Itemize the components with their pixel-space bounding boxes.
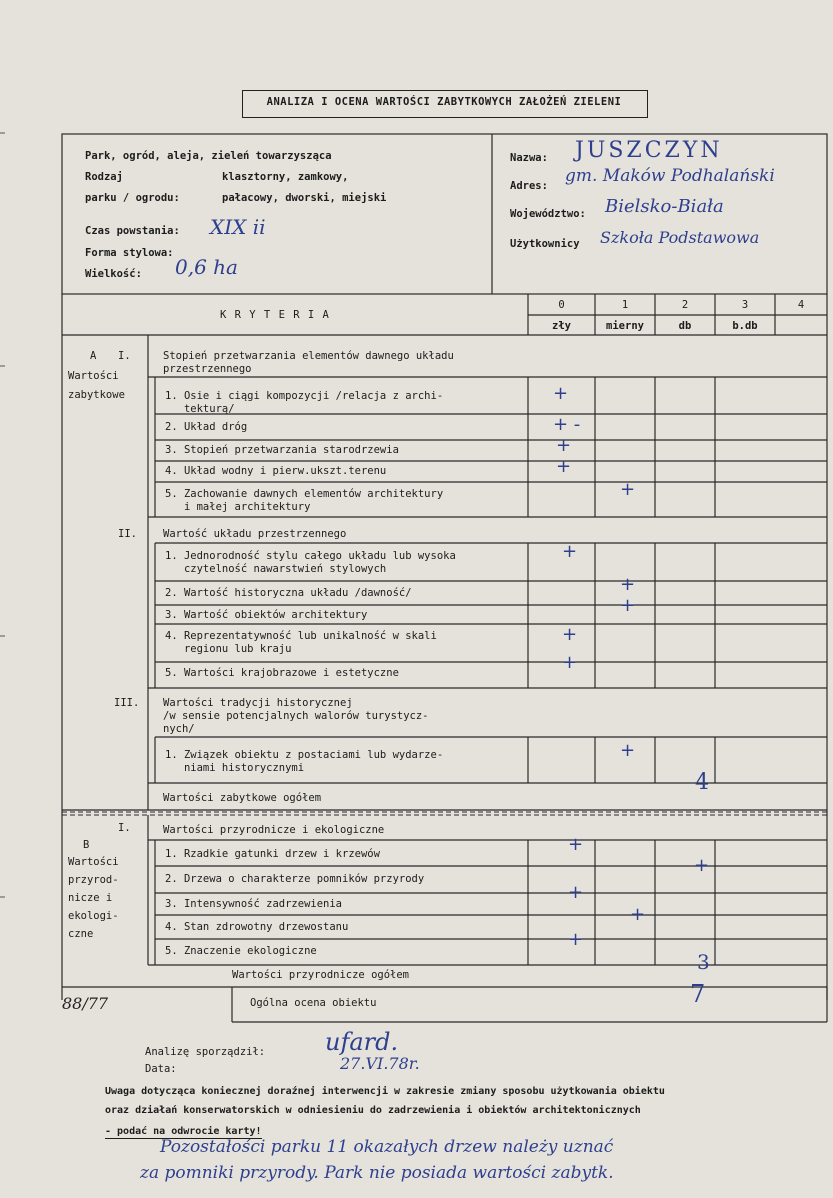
row-d2: 2. Drzewa o charakterze pomników przyrody (165, 873, 425, 885)
mark-d4: + (630, 904, 646, 925)
mark-b3: + (620, 595, 636, 616)
mark-b1: + (562, 541, 578, 562)
row-c1: 1. Związek obiektu z postaciami lub wydarze- niami historycznymi (165, 749, 444, 774)
col-1-num: 1 (621, 299, 629, 311)
section-b-letter: B (83, 839, 90, 851)
rodzaj-options-2: pałacowy, dworski, miejski (222, 192, 387, 204)
row-a1: 1. Osie i ciągi kompozycji /relacja z archi- tekturą/ (165, 390, 444, 415)
row-b2: 2. Wartość historyczna układu /dawność/ (165, 587, 412, 599)
note-line-1: Pozostałości parku 11 okazałych drzew należy uznać (160, 1137, 614, 1157)
row-d3: 3. Intensywność zadrzewienia (165, 898, 343, 910)
mark-a5: + (620, 479, 636, 500)
col-3-num: 3 (741, 299, 749, 311)
section-a-total-label: Wartości zabytkowe ogółem (163, 792, 322, 804)
signature: ufard. (325, 1028, 399, 1056)
analize-label: Analizę sporządził: (145, 1046, 266, 1058)
group-2-title: Wartość układu przestrzennego (163, 528, 347, 540)
group-3-title: Wartości tradycji historycznej /w sensie potencjalnych walorów turystycz- nych/ (163, 697, 429, 735)
mark-d5: + (568, 929, 584, 950)
row-d4: 4. Stan zdrowotny drzewostanu (165, 921, 349, 933)
section-b-total-label: Wartości przyrodnicze ogółem (232, 969, 410, 981)
col-0-label: zły (552, 320, 571, 332)
section-b-title: Wartości przyrodnicze i ekologiczne (163, 824, 385, 836)
group-1-title: Stopień przetwarzania elementów dawnego układu przestrzennego (163, 350, 454, 375)
row-a4: 4. Układ wodny i pierw.ukszt.terenu (165, 465, 387, 477)
mark-a2: + - (553, 414, 581, 435)
uzytkownicy-value: Szkoła Podstawowa (600, 228, 760, 247)
date-value: 27.VI.78r. (340, 1054, 420, 1073)
section-b-name-2: przyrod- (68, 874, 119, 886)
rodzaj-label: Rodzaj (85, 171, 123, 183)
type-line: Park, ogród, aleja, zieleń towarzysząca (85, 150, 332, 162)
rodzaj-options-1: klasztorny, zamkowy, (222, 171, 349, 183)
section-b-name-3: nicze i (68, 892, 113, 904)
wojewodztwo-label: Województwo: (510, 208, 586, 220)
section-a-name-2: zabytkowe (68, 389, 125, 401)
mark-b2: + (620, 574, 636, 595)
section-b-total-value: 3 (697, 950, 710, 974)
col-0-num: 0 (558, 299, 565, 311)
col-4-num: 4 (797, 299, 805, 311)
czas-value: XIX ii (210, 215, 266, 239)
row-d1: 1. Rzadkie gatunki drzew i krzewów (165, 848, 380, 860)
section-a-roman-3: III. (114, 697, 140, 709)
uwaga-line-3: - podać na odwrocie karty! (105, 1126, 262, 1137)
mark-a3: + (556, 435, 572, 456)
section-b-name-1: Wartości (68, 856, 119, 868)
section-a-total-value: 4 (695, 770, 709, 795)
mark-b4: + (562, 624, 578, 645)
nazwa-label: Nazwa: (510, 152, 548, 164)
parku-label: parku / ogrodu: (85, 192, 180, 204)
overall-value: 7 (690, 980, 706, 1008)
row-b1: 1. Jednorodność stylu całego układu lub wysoka czytelność nawarstwień stylowych (165, 550, 456, 575)
col-2-num: 2 (681, 299, 689, 311)
forma-label: Forma stylowa: (85, 247, 174, 259)
adres-value: gm. Maków Podhalański (565, 166, 775, 186)
mark-c1: + (620, 740, 636, 761)
wielkosc-value: 0,6 ha (175, 255, 238, 279)
section-b-roman: I. (118, 822, 131, 834)
row-b5: 5. Wartości krajobrazowe i estetyczne (165, 667, 399, 679)
mark-a4: + (556, 456, 572, 477)
overall-label: Ogólna ocena obiektu (250, 997, 377, 1009)
kryteria-header: K R Y T E R I A (220, 309, 330, 321)
section-a-letter: A (90, 350, 97, 362)
col-3-label: b.db (732, 320, 758, 332)
wielkosc-label: Wielkość: (85, 268, 142, 280)
czas-label: Czas powstania: (85, 225, 180, 237)
nazwa-value: JUSZCZYN (575, 138, 723, 163)
section-a-roman-2: II. (118, 528, 137, 540)
note-line-2: za pomniki przyrody. Park nie posiada wartości zabytk. (140, 1163, 614, 1183)
margin-note: 88/77 (62, 994, 109, 1013)
row-b3: 3. Wartość obiektów architektury (165, 609, 368, 621)
mark-a1: + (553, 383, 569, 404)
uwaga-line-1: Uwaga dotycząca koniecznej doraźnej interwencji w zakresie zmiany sposobu użytkowania obiektu (105, 1086, 665, 1097)
mark-b5: + (562, 652, 578, 673)
section-b-name-5: czne (68, 928, 94, 940)
section-a-roman-1: I. (118, 350, 131, 362)
uzytkownicy-label: Użytkownicy (510, 238, 580, 250)
row-d5: 5. Znaczenie ekologiczne (165, 945, 317, 957)
row-a2: 2. Układ dróg (165, 421, 248, 433)
section-b-name-4: ekologi- (68, 910, 119, 922)
data-label: Data: (145, 1063, 177, 1075)
adres-label: Adres: (510, 180, 548, 192)
col-2-label: db (678, 320, 692, 332)
mark-d3: + (568, 882, 584, 903)
uwaga-line-2: oraz działań konserwatorskich w odniesieniu do zadrzewienia i obiektów architektonicznych (105, 1105, 641, 1116)
mark-d2: + (694, 855, 710, 876)
row-b4: 4. Reprezentatywność lub unikalność w skali regionu lub kraju (165, 630, 437, 655)
mark-d1: + (568, 834, 584, 855)
section-a-name-1: Wartości (68, 370, 119, 382)
row-a3: 3. Stopień przetwarzania starodrzewia (165, 444, 399, 456)
row-a5: 5. Zachowanie dawnych elementów architektury i małej architektury (165, 488, 444, 513)
page-title: ANALIZA I OCENA WARTOŚCI ZABYTKOWYCH ZAŁOŻEŃ ZIELENI (266, 96, 622, 108)
wojewodztwo-value: Bielsko-Biała (605, 196, 724, 217)
col-1-label: mierny (606, 320, 644, 332)
